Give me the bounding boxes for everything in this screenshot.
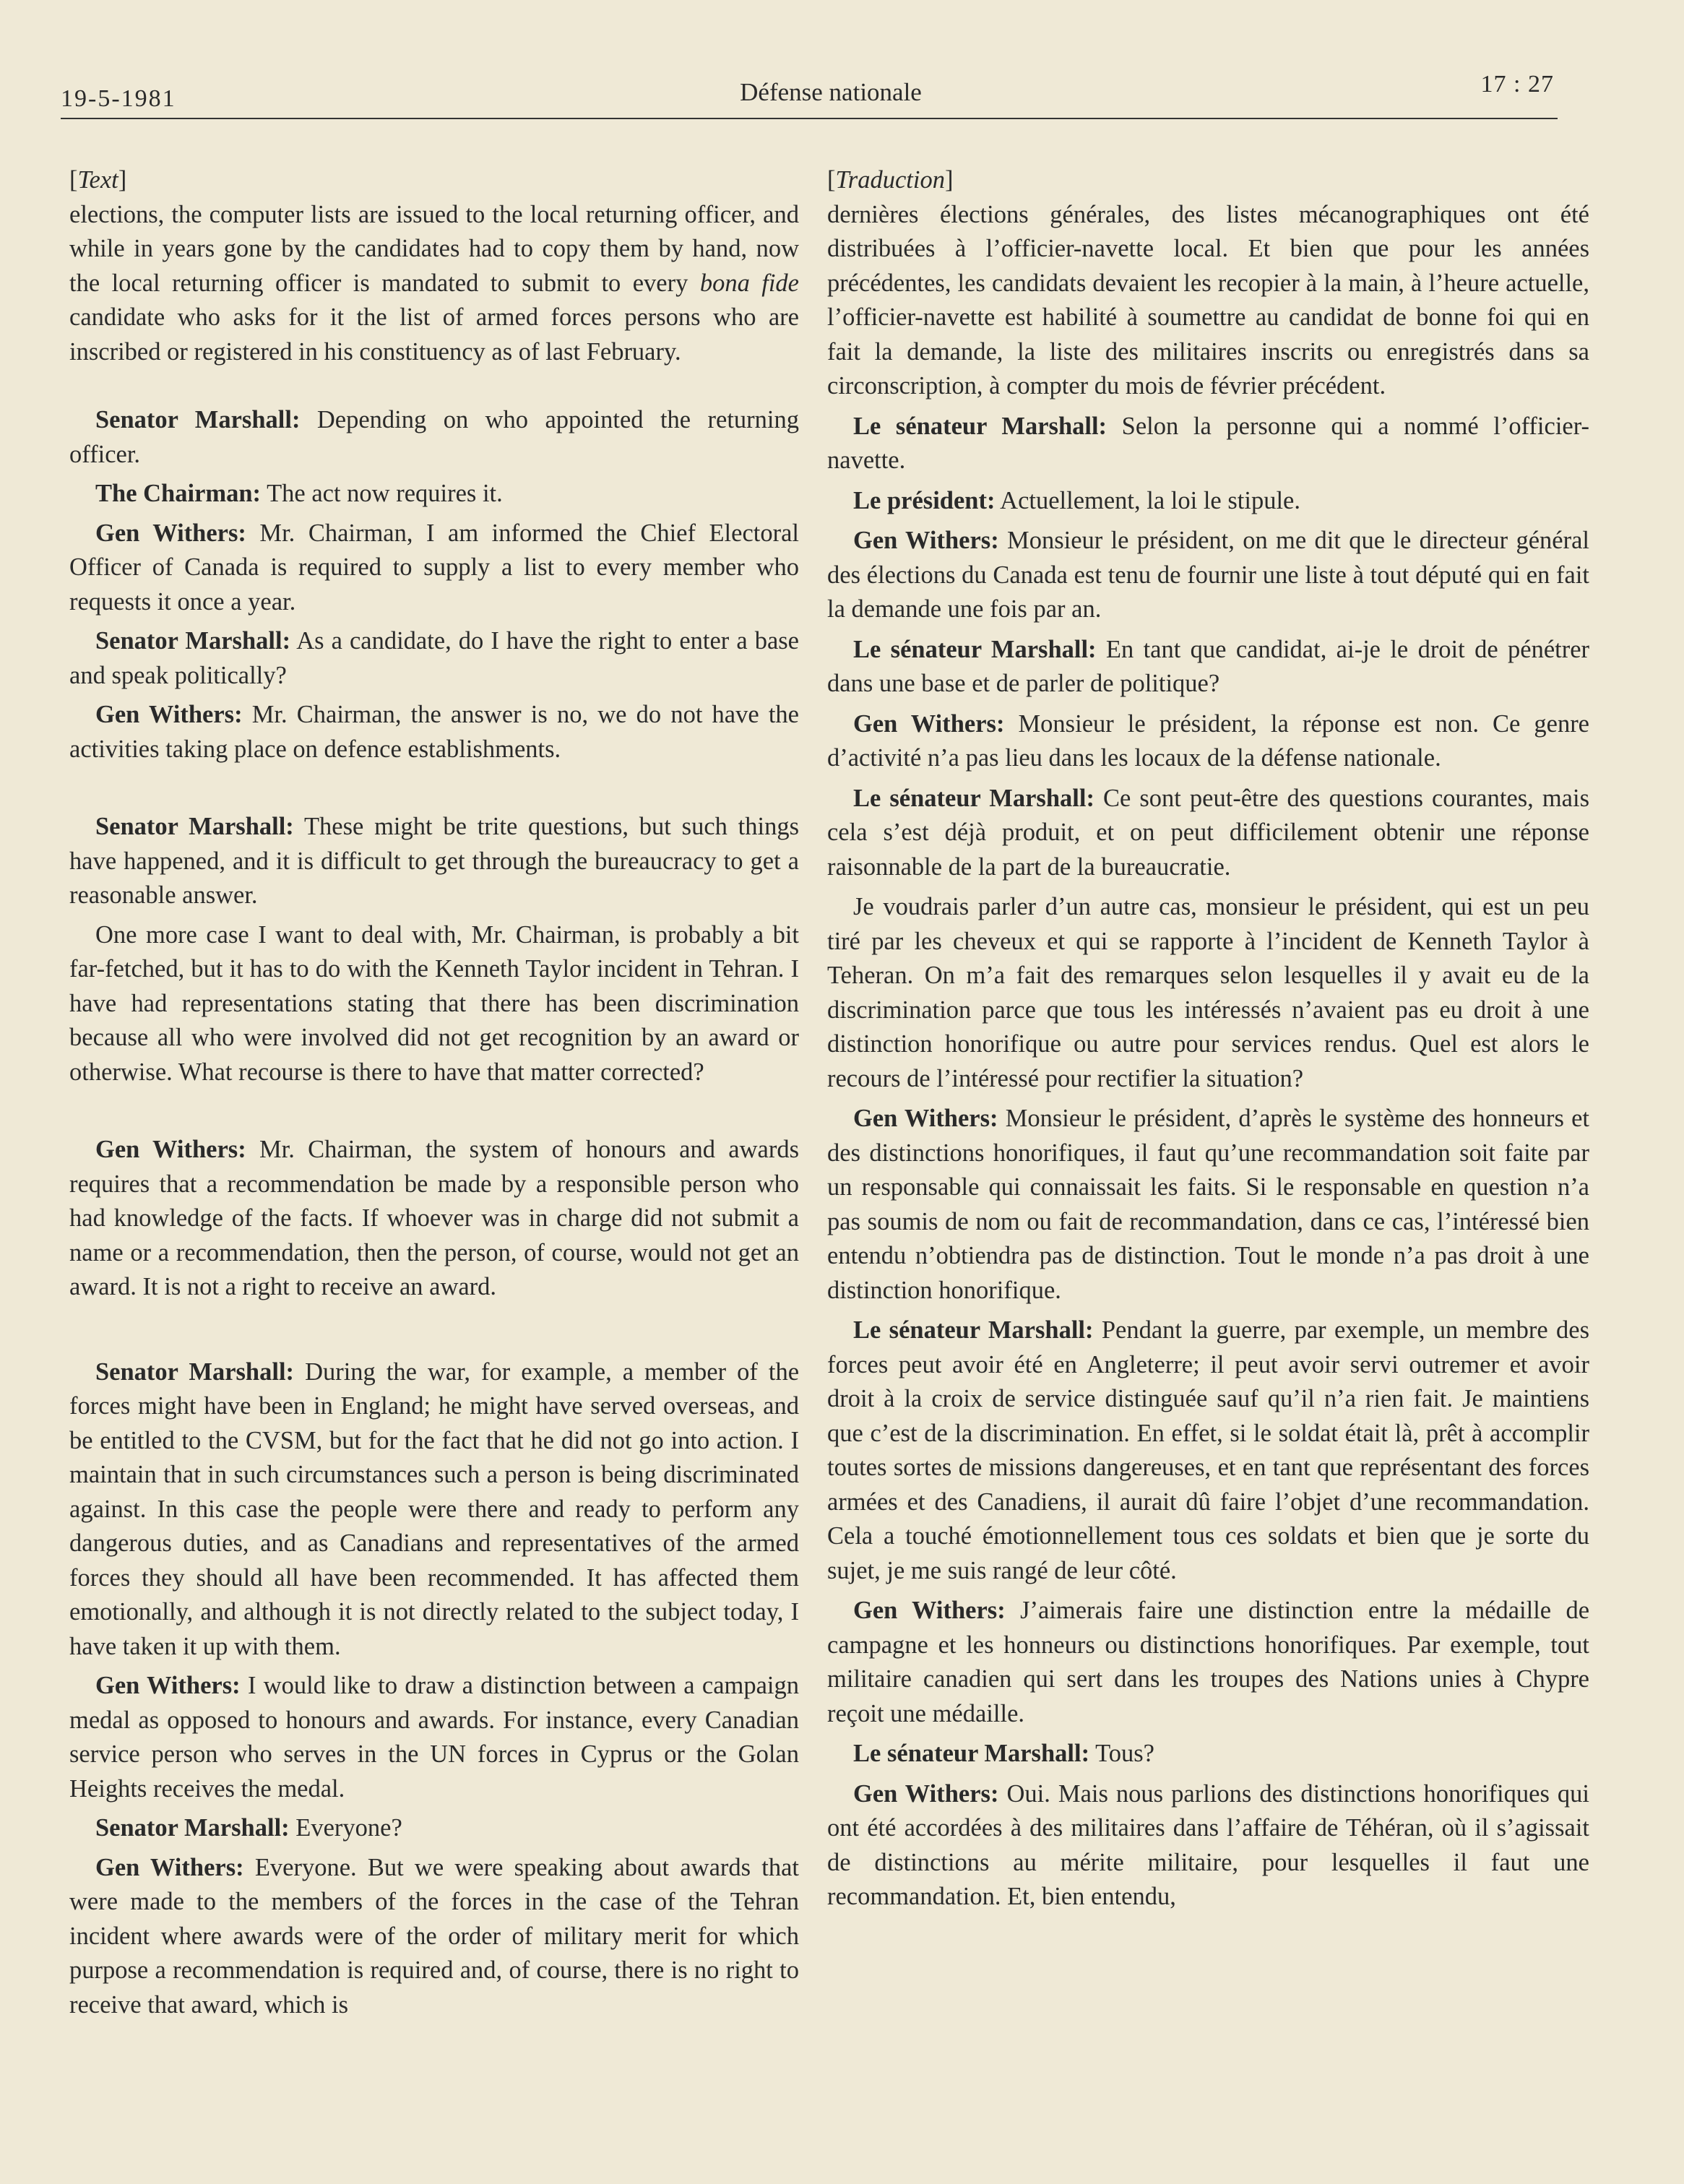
speaker-name: Gen Withers: xyxy=(95,701,243,728)
speaker-name: Gen Withers: xyxy=(853,1105,998,1132)
english-column xyxy=(69,163,799,2022)
speaker-name: Gen Withers: xyxy=(853,1779,999,1808)
speech-paragraph: Gen Withers: Oui. Mais nous parlions des distinctions honorifiques qui ont été accordées à des militaires dans l’affaire de Téhéran, où il s’agissait de distinctions au mérite militaire, pour lesquelles il faut une recommandation. Et, bien entendu, xyxy=(827,1779,1589,1910)
speech-paragraph: One more case I want to deal with, Mr. Chairman, is probably a bit far-fetched, but it has to do with the Kenneth Taylor incident in Tehran. I have had representations stating that there has been discrimination because all who were involved did not get recognition by an award or otherwise. What recourse is there to have that matter corrected? xyxy=(69,920,799,1086)
speech-paragraph: Gen Withers: J’aimerais faire une distinction entre la médaille de campagne et les honneurs ou distinctions honorifiques. Par exemple, tout militaire canadien qui sert dans les troupes des Nations unies à Chypre reçoit une médaille. xyxy=(827,1597,1590,1727)
speech-paragraph: Gen Withers: Mr. Chairman, the system of honours and awards requires that a recommendation be made by a responsible person who had knowledge of the facts. If whoever was in charge did not submit a name or a recommendation, then the person, of course, would not get an award. It is not a right to receive an award. xyxy=(69,1136,799,1300)
speech-paragraph: Le sénateur Marshall: Ce sont peut-être des questions courantes, mais cela s’est déjà produit, et on peut difficilement obtenir une réponse raisonnable de la part de la bureaucratie. xyxy=(827,784,1590,881)
speech-paragraph: Gen Withers: Mr. Chairman, I am informed the Chief Electoral Officer of Canada is required to supply a list to every member who requests it once a year. xyxy=(69,519,799,616)
speaker-name: Le président: xyxy=(853,486,996,514)
speaker-name: Gen Withers: xyxy=(95,1853,244,1881)
speaker-name: Gen Withers: xyxy=(95,1136,246,1163)
french-column xyxy=(827,163,1589,1915)
speech-paragraph: Je voudrais parler d’un autre cas, monsieur le président, qui est un peu tiré par les cheveux et qui se rapporte à l’incident de Kenneth Taylor à Teheran. On m’a fait des remarques selon lesquelles il y avait eu de la discrimination parce que tous les intéressés n’avaient pas eu droit à une distinction honorifique ou autre pour services rendus. Quel est alors le recours de l’intéressé pour rectifier la situation? xyxy=(827,893,1589,1092)
header-page-number: 17 : 27 xyxy=(1480,71,1554,98)
speech-paragraph: Senator Marshall: These might be trite questions, but such things have happened, and it is difficult to get through the bureaucracy to get a reasonable answer. xyxy=(69,813,799,909)
speaker-name: Le sénateur Marshall: xyxy=(853,1740,1090,1767)
speaker-name: Senator Marshall: xyxy=(95,406,301,433)
speaker-name: Gen Withers: xyxy=(853,1597,1006,1624)
speaker-name: Le sénateur Marshall: xyxy=(853,784,1094,812)
speaker-name: Senator Marshall: xyxy=(95,1814,290,1842)
language-tag: [Text] xyxy=(69,166,127,194)
speaker-name: Gen Withers: xyxy=(853,527,999,554)
speaker-name: Gen Withers: xyxy=(95,1672,241,1699)
speaker-name: Le sénateur Marshall: xyxy=(853,635,1097,663)
speech-paragraph: Gen Withers: I would like to draw a distinction between a campaign medal as opposed to honours and awards. For instance, every Canadian service person who serves in the UN forces in Cyprus or the Golan Heights receives the medal. xyxy=(69,1672,799,1803)
speech-paragraph: Gen Withers: Everyone. But we were speaking about awards that were made to the members of the forces in the case of the Tehran incident where awards were of the order of military merit for which purpose a recommendation is required and, of course, there is no right to receive that award, which is xyxy=(69,1853,799,2019)
header-rule xyxy=(61,118,1558,119)
speech-paragraph: Le sénateur Marshall: En tant que candidat, ai-je le droit de pénétrer dans une base et de parler de politique? xyxy=(827,635,1590,697)
paragraph-continuation: elections, the computer lists are issued to the local returning officer, and while in years gone by the candidates had to copy them by hand, now the local returning officer is mandated to submit to every bona fide candidate who asks for it the list of armed forces persons who are inscribed or registered in his constituency as of last February. xyxy=(69,200,799,366)
speaker-name: Senator Marshall: xyxy=(95,813,294,840)
speech-paragraph: The Chairman: The act now requires it. xyxy=(95,480,503,507)
speech-paragraph: Senator Marshall: During the war, for example, a member of the forces might have been in England; he might have served overseas, and be entitled to the CVSM, but for the fact that he did not go into action. I maintain that in such circumstances such a person is being discriminated against. In this case the people were there and ready to perform any dangerous duties, and as Canadians and representatives of the armed forces they should all have been recommended. It has affected them emotionally, and although it is not directly related to the subject today, I have taken it up with them. xyxy=(69,1358,800,1660)
speech-paragraph: Le sénateur Marshall: Pendant la guerre, par exemple, un membre des forces peut avoir été en Angleterre; il peut avoir servi outremer et avoir droit à la croix de service distinguée sauf qu’il n’a rien fait. Je maintiens que c’est de la discrimination. En effet, si le soldat était là, prêt à accomplir toutes sortes de missions dangereuses, et en tant que représentant des forces armées et des Canadiens, il aurait dû faire l’objet d’une recommandation. Cela a touché émotionnellement tous ces soldats et bien que je sorte du sujet, je me suis rangé de leur côté. xyxy=(827,1316,1589,1584)
speaker-name: The Chairman: xyxy=(95,480,262,507)
speech-paragraph: Gen Withers: Mr. Chairman, the answer is no, we do not have the activities taking place on defence establishments. xyxy=(69,701,799,763)
speaker-name: Senator Marshall: xyxy=(95,627,291,655)
speech-paragraph: Gen Withers: Monsieur le président, d’après le système des honneurs et des distinctions honorifiques, il faut qu’une recommandation soit faite par un responsable qui connaissait les faits. Si le responsable en question n’a pas soumis de nom ou fait de recommandation, dans ce cas, l’intéressé bien entendu n’obtiendra pas de distinction. Tout le monde n’a pas droit à une distinction honorifique. xyxy=(827,1105,1590,1304)
header-title: Défense nationale xyxy=(740,78,922,106)
speech-paragraph: Le sénateur Marshall: Tous? xyxy=(853,1740,1154,1767)
speaker-name: Gen Withers: xyxy=(95,519,246,547)
header-date: 19-5-1981 xyxy=(61,85,176,112)
speaker-name: Senator Marshall: xyxy=(95,1358,295,1386)
language-tag: [Traduction] xyxy=(827,166,954,194)
speech-paragraph: Gen Withers: Monsieur le président, la réponse est non. Ce genre d’activité n’a pas lieu dans les locaux de la défense nationale. xyxy=(827,709,1589,772)
speech-paragraph: Senator Marshall: Depending on who appointed the returning officer. xyxy=(69,406,799,468)
speech-paragraph: Senator Marshall: Everyone? xyxy=(95,1814,402,1842)
speech-paragraph: Le président: Actuellement, la loi le stipule. xyxy=(853,486,1300,514)
speaker-name: Gen Withers: xyxy=(853,709,1005,738)
speech-paragraph: Gen Withers: Monsieur le président, on me dit que le directeur général des élections du Canada est tenu de fournir une liste à tout député qui en fait la demande une fois par an. xyxy=(827,527,1590,623)
speech-paragraph: Le sénateur Marshall: Selon la personne qui a nommé l’officier-navette. xyxy=(827,412,1590,474)
speech-paragraph: Senator Marshall: As a candidate, do I have the right to enter a base and speak politically? xyxy=(69,627,799,689)
paragraph-continuation: dernières élections générales, des listes mécanographiques ont été distribuées à l’officier-navette local. Et bien que pour les années précédentes, les candidats devaient les recopier à la main, à l’heure actuelle, l’officier-navette est habilité à soumettre au candidat de bonne foi qui en fait la demande, la liste des militaires inscrits ou enregistrés dans sa circonscription, à compter du mois de février précédent. xyxy=(827,200,1589,400)
speaker-name: Le sénateur Marshall: xyxy=(853,1316,1094,1344)
speaker-name: Le sénateur Marshall: xyxy=(853,412,1107,440)
